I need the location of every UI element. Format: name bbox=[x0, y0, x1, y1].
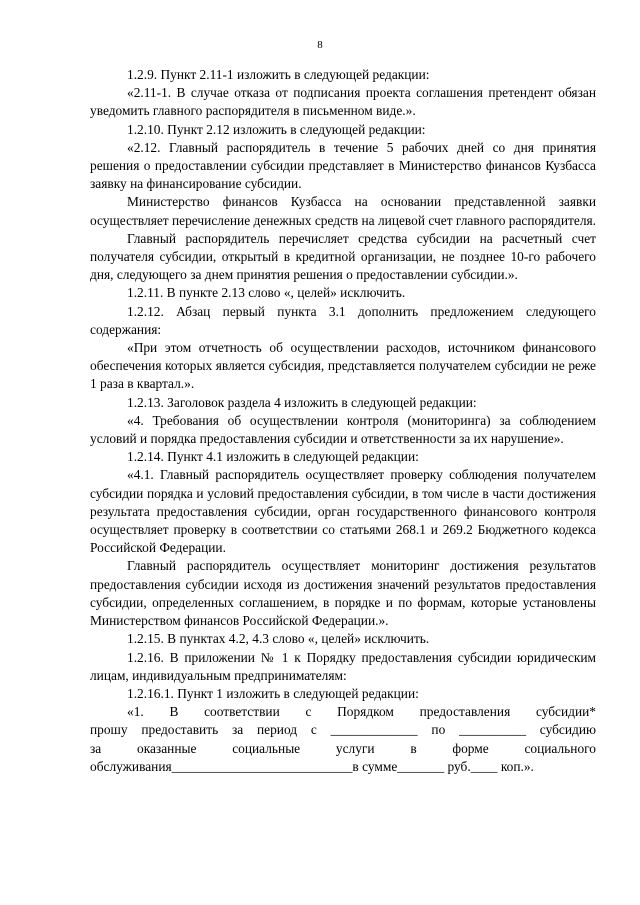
paragraph: Главный распорядитель осуществляет мониторинг достижения результатов предоставления субсидии исходя из достижения значений результатов предоставления субсидии, определенных соглашением, в порядке и по формам, которые установлены Министерством финансов Российской Федерации.». bbox=[90, 558, 596, 629]
paragraph: Министерство финансов Кузбасса на основании представленной заявки осуществляет перечисление денежных средств на лицевой счет главного распорядителя. bbox=[90, 194, 597, 228]
page-number: 8 bbox=[317, 39, 323, 51]
paragraph: «4. Требования об осуществлении контроля (мониторинга) за соблюдением условий и порядка предоставления субсидии и ответственности за их нарушение». bbox=[90, 412, 596, 447]
form-clause bbox=[90, 703, 596, 776]
form-clause-line: за оказанные социальные услуги в форме социального bbox=[90, 740, 596, 756]
paragraph: 1.2.13. Заголовок раздела 4 изложить в следующей редакции: bbox=[127, 394, 477, 410]
paragraph: «2.12. Главный распорядитель в течение 5 рабочих дней со дня принятия решения о предоставлении субсидии представляет в Министерство финансов Кузбасса заявку на финансирование субсидии. bbox=[90, 139, 596, 192]
form-clause-line: прошу предоставить за период с _____________ по __________ субсидию bbox=[90, 722, 596, 738]
paragraph: 1.2.16. В приложении № 1 к Порядку предоставления субсидии юридическим лицам, индивидуальным предпринимателям: bbox=[90, 649, 596, 683]
paragraph: 1.2.11. В пункте 2.13 слово «, целей» исключить. bbox=[127, 285, 406, 301]
paragraph: 1.2.9. Пункт 2.11-1 изложить в следующей редакции: bbox=[127, 67, 430, 82]
paragraph: Главный распорядитель перечисляет средства субсидии на расчетный счет получателя субсидии, открытый в кредитной организации, не позднее 10-го рабочего дня, следующего за днем принятия решения о предоставлении субсидии.». bbox=[90, 230, 596, 283]
paragraph: «При этом отчетность об осуществлении расходов, источником финансового обеспечения которых является субсидия, представляется получателем субсидии не реже 1 раза в квартал.». bbox=[90, 340, 596, 392]
paragraph: «4.1. Главный распорядитель осуществляет проверку соблюдения получателем субсидии порядка и условий предоставления субсидии, в том числе в части достижения результата предоставления субсидии, орган государственного финансового контроля осуществляет проверку в соответствии со статьями 268.1 и 269.2 Бюджетного кодекса Российской Федерации. bbox=[90, 467, 596, 556]
paragraph: «2.11-1. В случае отказа от подписания проекта соглашения претендент обязан уведомить главного распорядителя в письменном виде.». bbox=[90, 85, 596, 119]
document-body bbox=[90, 66, 596, 776]
form-clause-line: «1. В соответствии с Порядком предоставления субсидии* bbox=[127, 704, 596, 720]
paragraph: 1.2.12. Абзац первый пункта 3.1 дополнить предложением следующего содержания: bbox=[90, 303, 596, 337]
form-clause-line: обслуживания___________________________в сумме_______ руб.____ коп.». bbox=[90, 758, 534, 774]
paragraph: 1.2.15. В пунктах 4.2, 4.3 слово «, целей» исключить. bbox=[127, 631, 430, 647]
paragraph: 1.2.10. Пункт 2.12 изложить в следующей редакции: bbox=[127, 121, 426, 137]
paragraph: 1.2.14. Пункт 4.1 изложить в следующей редакции: bbox=[127, 449, 419, 465]
paragraph: 1.2.16.1. Пункт 1 изложить в следующей редакции: bbox=[127, 685, 419, 701]
